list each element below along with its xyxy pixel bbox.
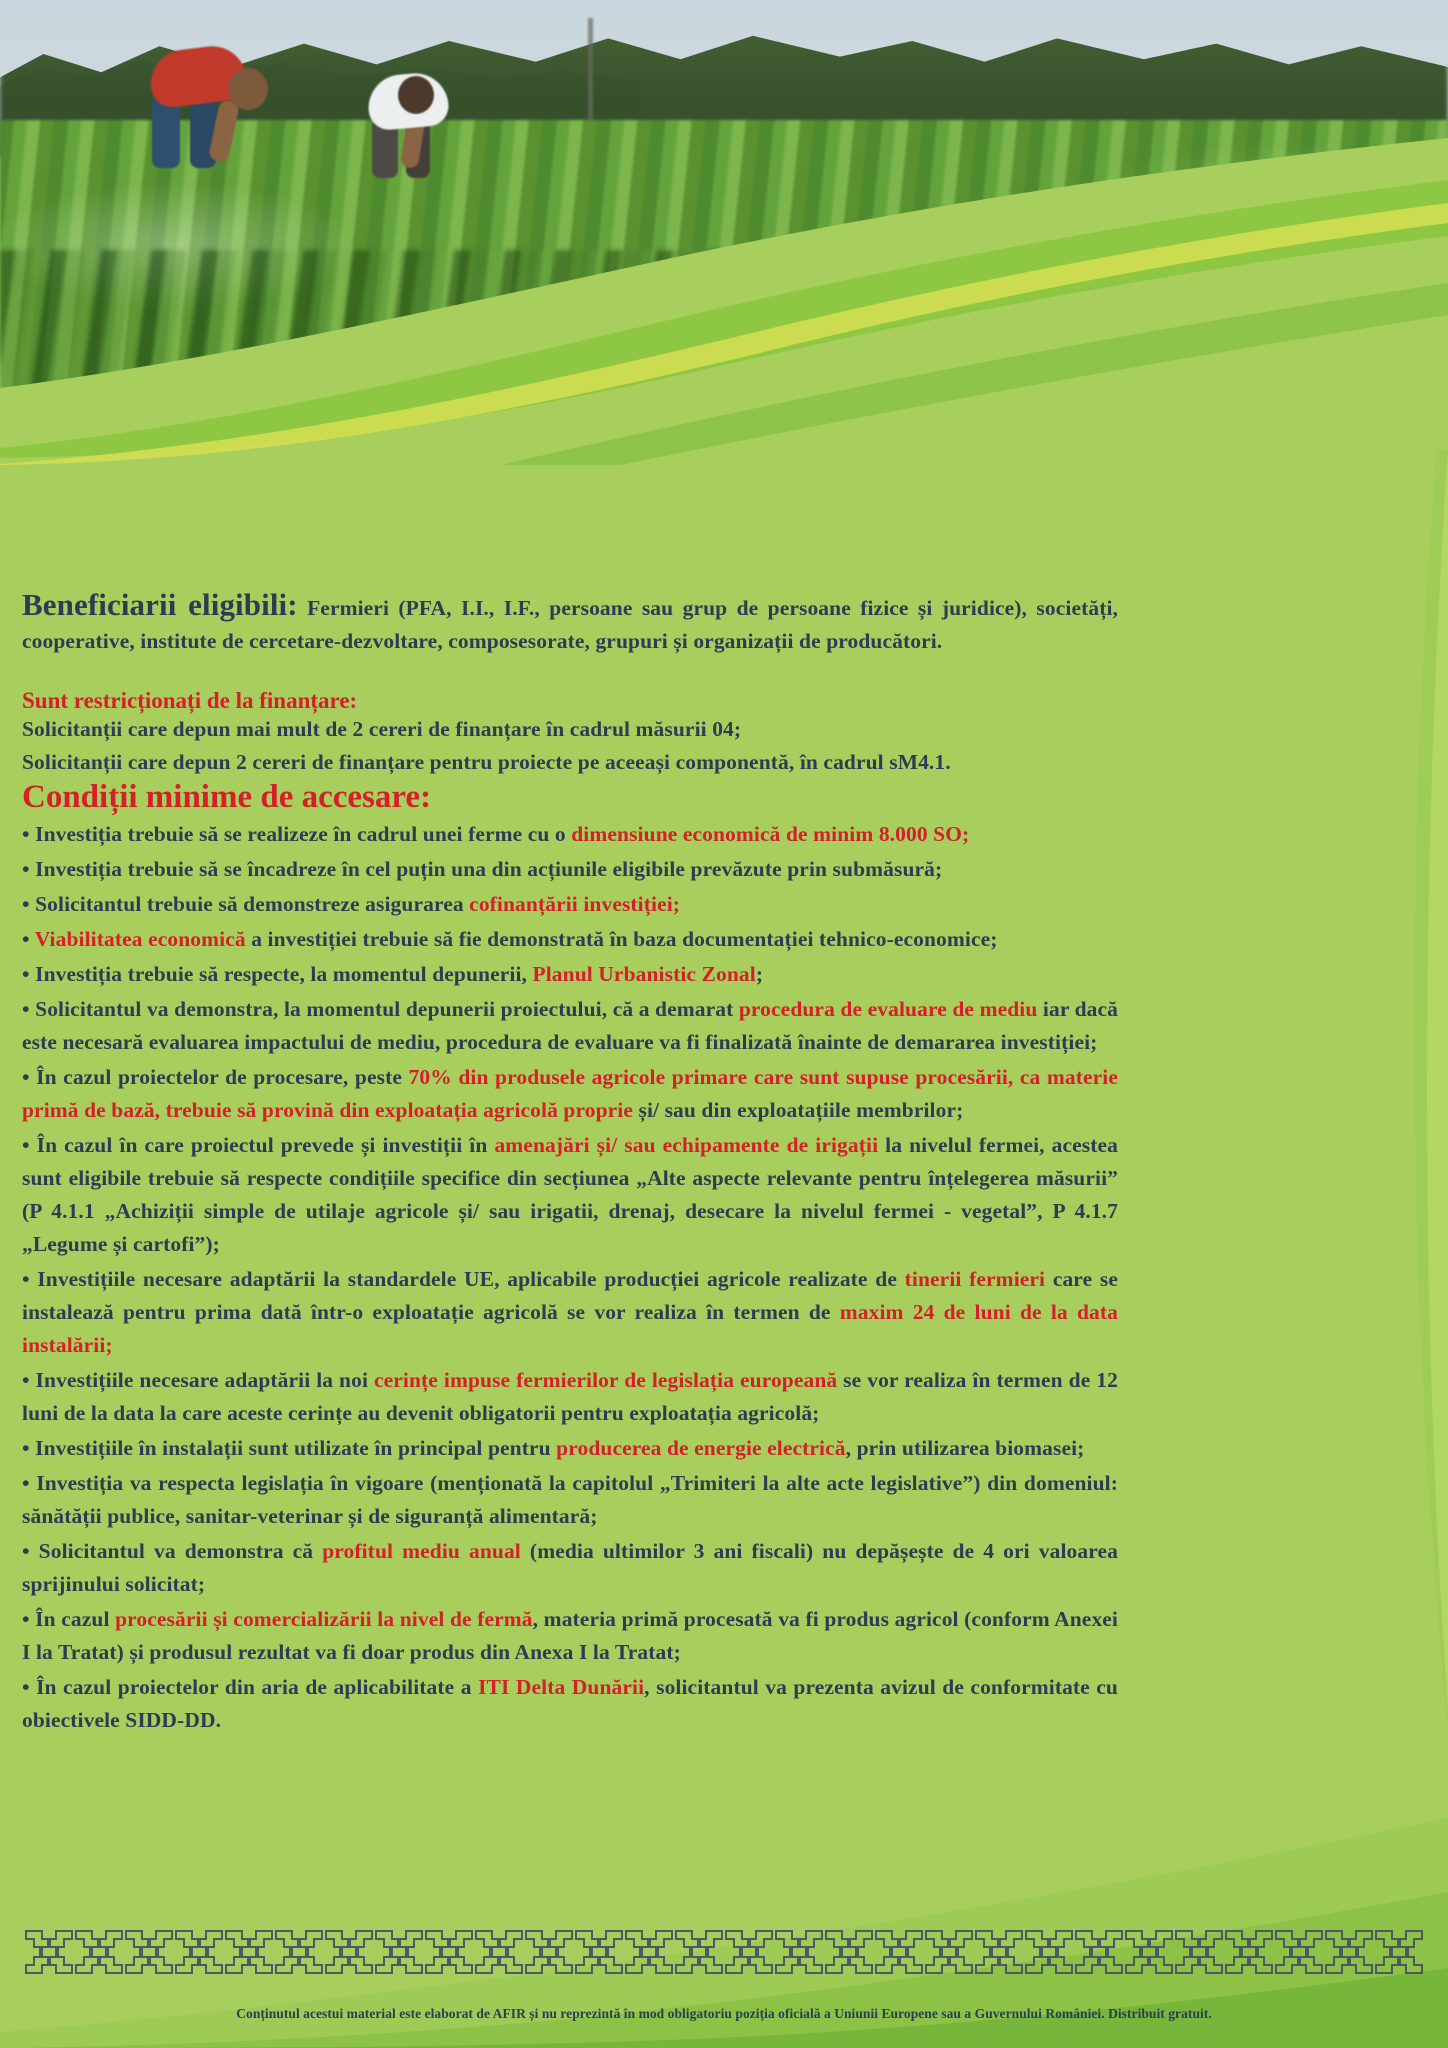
motif-glyph-right [140,1931,172,1973]
worker-red-head [228,68,268,110]
motif-glyph-right [640,1931,672,1973]
conditii-bullet-list [22,818,1118,1737]
motif-glyph-left [726,1931,758,1973]
worker-white-head [398,76,434,114]
body-text: • În cazul proiectelor de procesare, peste [22,1064,409,1089]
motif-glyph-right [1390,1931,1422,1973]
motif-glyph-right [90,1931,122,1973]
footer-disclaimer: Conținutul acestui material este elaborat de AFIR și nu reprezintă în mod obligatoriu poziția oficială a Uniunii Europene sau a Guvernului României. Distribuit gratuit. [236,2006,1212,2021]
body-text: , prin utilizarea biomasei; [845,1435,1085,1460]
conditii-bullet [22,1061,1118,1127]
motif-glyph-left [176,1931,208,1973]
motif-glyph-left [1126,1931,1158,1973]
conditii-bullet [22,993,1118,1059]
body-text: • Investiția trebuie să se realizeze în cadrul unei ferme cu o [22,821,572,846]
restrictii-line-2: Solicitanții care depun 2 cereri de finanțare pentru proiecte pe aceeași componentă, în cadrul sM4.1. [22,750,951,775]
motif-glyph-left [526,1931,558,1973]
motif-glyph-right [590,1931,622,1973]
conditii-bullet [22,1603,1118,1669]
highlight-text: producerea de energie electrică [556,1435,846,1460]
highlight-text: profitul mediu anual [322,1538,521,1563]
body-text: și/ sau din exploatațiile membrilor; [633,1097,964,1122]
motif-glyph-right [540,1931,572,1973]
motif-glyph-left [1026,1931,1058,1973]
motif-glyph-right [490,1931,522,1973]
conditii-bullet [22,818,1118,851]
motif-glyph-right [1090,1931,1122,1973]
body-text: • Investiția va respecta legislația în vigoare (menționată la capitolul „Trimiteri la alte acte legislative”) din domeniul: sănătății publice, sanitar-veterinar și de siguranță alimentară; [22,1470,1118,1528]
motif-glyph-left [126,1931,158,1973]
highlight-text: tinerii fermieri [904,1266,1046,1291]
body-text: care se instalează pentru prima dată într-o exploatație agricolă se vor realiza în termen de [22,1266,1118,1324]
motif-glyph-right [240,1931,272,1973]
beneficiari-body: Fermieri (PFA, I.I., I.F., persoane sau grup de persoane fizice și juridice), societăți, cooperative, institute de cercetare-dezvoltare, composesorate, grupuri și organizații de producători. [22,596,1118,653]
highlight-text: Planul Urbanistic Zonal [532,961,756,986]
motif-glyph-left [626,1931,658,1973]
body-text: • Solicitantul va demonstra că [22,1538,323,1563]
motif-glyph-right [1190,1931,1222,1973]
body-text: • În cazul proiectelor din aria de aplicabilitate a [22,1674,479,1699]
motif-glyph-right [1340,1931,1372,1973]
body-text: se vor realiza în termen de 12 luni de la data la care aceste cerințe au devenit obligatorii pentru exploatația agricolă; [22,1367,1119,1425]
romanian-motif-border-icon [24,1925,1424,1987]
highlight-text: dimensiune economică de minim 8.000 SO; [571,821,970,846]
motif-glyph-left [826,1931,858,1973]
conditii-bullet [22,1671,1118,1737]
motif-glyph-right [40,1931,72,1973]
body-text: (media ultimilor 3 ani fiscali) nu depășește de 4 ori valoarea sprijinului solicitat; [22,1538,1118,1596]
conditii-bullet [22,1263,1118,1362]
main-content [22,588,1118,1737]
motif-glyph-left [876,1931,908,1973]
section-restrictii [22,688,1118,779]
motif-glyph-right [740,1931,772,1973]
highlight-text: maxim 24 de luni de la data instalării; [22,1299,1118,1357]
highlight-text: procesării și comercializării la nivel de fermă [115,1606,533,1631]
motif-glyph-left [226,1931,258,1973]
body-text: , solicitantul va prezenta avizul de conformitate cu obiectivele SIDD-DD. [22,1674,1118,1732]
conditii-bullet [22,958,1118,991]
body-text: • Solicitantul trebuie să demonstreze asigurarea [22,891,470,916]
motif-glyph-left [1226,1931,1258,1973]
motif-glyph-right [1040,1931,1072,1973]
body-text: • Solicitantul va demonstra, la momentul depunerii proiectului, că a demarat [22,996,739,1021]
motif-glyph-right [890,1931,922,1973]
motif-glyph-left [676,1931,708,1973]
highlight-text: cofinanțării investiției; [469,891,681,916]
motif-glyph-right [790,1931,822,1973]
motif-glyph-right [1140,1931,1172,1973]
motif-glyph-right [990,1931,1022,1973]
motif-glyph-left [576,1931,608,1973]
crop-field-foreground [0,250,1448,440]
motif-glyph-left [326,1931,358,1973]
motif-glyph-left [1076,1931,1108,1973]
conditii-bullet [22,1432,1118,1465]
body-text: ; [755,961,764,986]
highlight-text: procedura de evaluare de mediu [738,996,1038,1021]
highlight-text: ITI Delta Dunării [478,1674,645,1699]
motif-glyph-right [690,1931,722,1973]
motif-glyph-right [390,1931,422,1973]
motif-glyph-left [1176,1931,1208,1973]
body-text: • Investițiile necesare adaptării la noi [22,1367,374,1392]
motif-glyph-left [76,1931,108,1973]
motif-glyph-right [290,1931,322,1973]
motif-glyph-left [976,1931,1008,1973]
hero-photo [0,0,1448,440]
body-text: a investiției trebuie să fie demonstrată în baza documentației tehnico-economice; [245,926,998,951]
section-beneficiari [22,588,1118,658]
body-text: , materia primă procesată va fi produs agricol (conform Anexei I la Tratat) și produsul rezultat va fi doar produs din Anexa I la Tratat; [22,1606,1119,1664]
conditii-bullet [22,1467,1118,1533]
motif-glyph-left [426,1931,458,1973]
motif-glyph-left [1326,1931,1358,1973]
body-text: • Investițiile necesare adaptării la standardele UE, aplicabile producției agricole realizate de [22,1266,905,1291]
conditii-bullet [22,1535,1118,1601]
motif-glyph-left [476,1931,508,1973]
motif-glyph-left [26,1931,58,1973]
motif-glyph-right [1240,1931,1272,1973]
motif-glyph-right [340,1931,372,1973]
section-conditii [22,779,1118,1736]
body-text: iar dacă este necesară evaluarea impactului de mediu, procedura de evaluare va fi finalizată înainte de demararea investiției; [22,996,1118,1054]
highlight-text: Viabilitatea economică [34,926,246,951]
conditii-bullet [22,888,1118,921]
motif-glyph-left [376,1931,408,1973]
body-text: • Investiția trebuie să respecte, la momentul depunerii, [22,961,533,986]
conditii-bullet [22,853,1118,886]
body-text: • [22,926,35,951]
conditii-bullet [22,923,1118,956]
motif-glyph-right [440,1931,472,1973]
restrictii-heading: Sunt restricționați de la finanțare: [22,688,358,713]
motif-glyph-left [926,1931,958,1973]
motif-glyph-right [940,1931,972,1973]
highlight-text: cerințe impuse fermierilor de legislația europeană [373,1367,838,1392]
motif-glyph-left [776,1931,808,1973]
body-text: • Investițiile în instalații sunt utilizate în principal pentru [22,1435,557,1460]
highlight-text: 70% din produsele agricole primare care sunt supuse procesării, ca materie primă de bază, trebuie să provină din exploatația agricolă proprie [22,1064,1118,1122]
body-text: la nivelul fermei, acestea sunt eligibile trebuie să respecte condițiile specifice din secțiunea „Alte aspecte relevante pentru înțelegerea măsurii” (P 4.1.1 „Achiziții simple de utilaje agricole și/ sau irigatii, drenaj, desecare la nivelul fermei - vegetal”, P 4.1.7 „Legume și cartofi”); [22,1132,1118,1256]
motif-glyph-left [1376,1931,1408,1973]
body-text: • În cazul [22,1606,116,1631]
beneficiari-paragraph [22,588,1118,658]
restrictii-line-1: Solicitanții care depun mai mult de 2 cereri de finanțare în cadrul măsurii 04; [22,717,742,742]
right-edge-decoration [1288,330,1448,1890]
conditii-heading: Condiții minime de accesare: [22,779,432,816]
highlight-text: amenajări și/ sau echipamente de irigații [494,1132,879,1157]
motif-glyph-left [276,1931,308,1973]
motif-glyph-right [1290,1931,1322,1973]
body-text: • Investiția trebuie să se încadreze în cel puțin una din acțiunile eligibile prevăzute prin submăsură; [22,856,943,881]
beneficiari-heading: Beneficiarii eligibili: [22,587,298,622]
body-text: • În cazul în care proiectul prevede și investiții în [22,1132,495,1157]
motif-glyph-right [190,1931,222,1973]
motif-glyph-left [1276,1931,1308,1973]
motif-glyph-right [840,1931,872,1973]
conditii-bullet [22,1364,1118,1430]
conditii-bullet [22,1129,1118,1261]
